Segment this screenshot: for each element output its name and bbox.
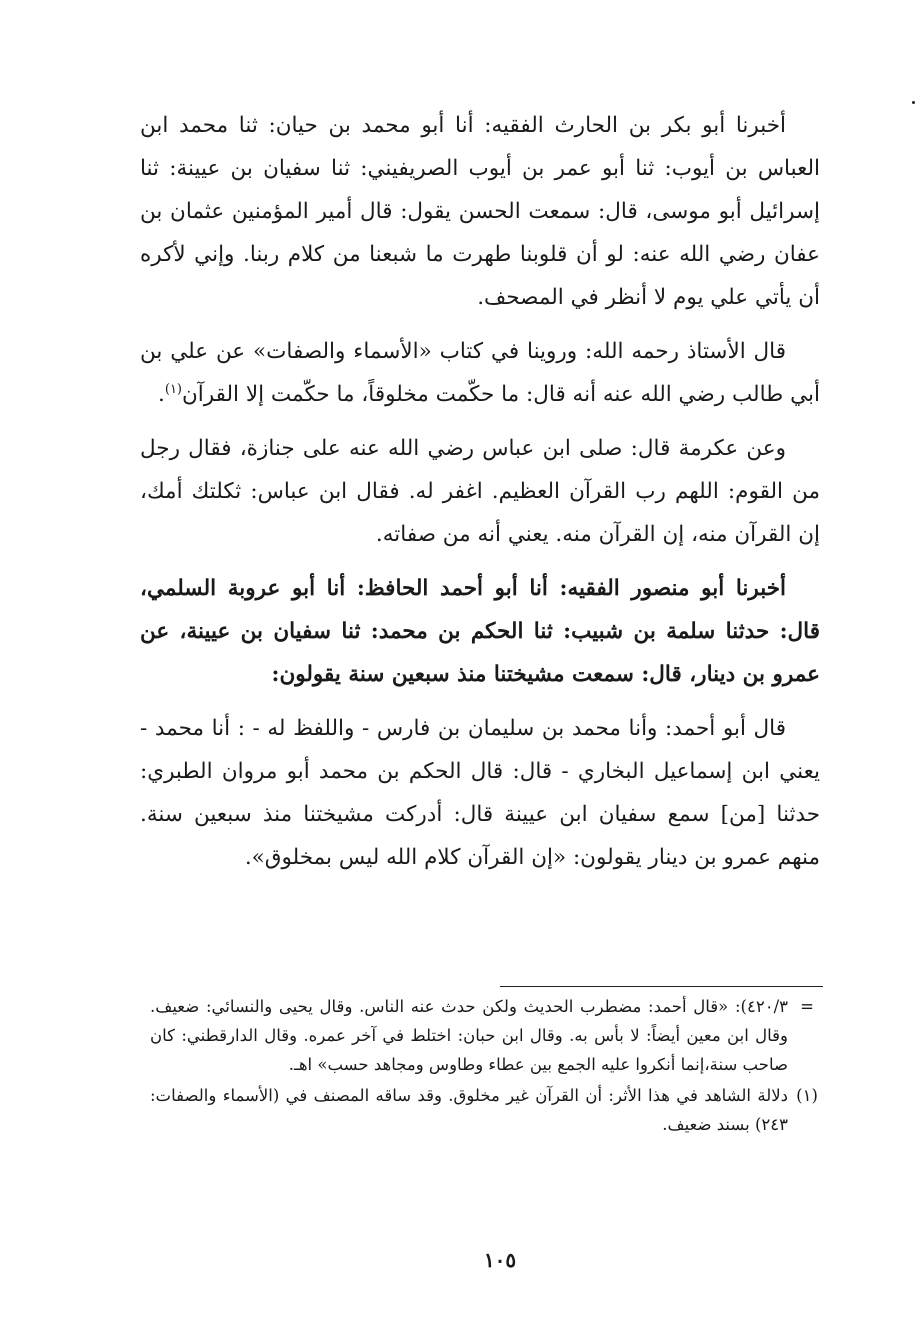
paragraph-ali	[140, 330, 820, 416]
page-number: ١٠٥	[483, 1248, 517, 1272]
footnote-continued	[150, 992, 822, 1079]
footnote-separator	[500, 986, 823, 987]
paragraph-text: أخبرنا أبو بكر بن الحارث الفقيه: أنا أبو محمد بن حيان: ثنا محمد ابن العباس بن أيوب: ثنا أبو عمر بن أيوب الصريفيني: ثنا سفيان بن عيينة: ثنا إسرائيل أبو موسى، قال: سمعت الحسن يقول: قال أمير المؤمنين عثمان بن عفان رضي الله عنه: لو أن قلوبنا طهرت ما شبعنا من كلام ربنا. وإني لأكره أن يأتي علي يوم لا أنظر في المصحف.	[140, 113, 820, 310]
footnotes	[150, 992, 822, 1139]
footnote-marker: (١)	[796, 1086, 818, 1105]
paragraph-end: .	[158, 382, 165, 407]
footnote-marker: =	[800, 997, 814, 1016]
footnote-1	[150, 1081, 822, 1139]
paragraph-text: قال الأستاذ رحمه الله: وروينا في كتاب «الأسماء والصفات» عن علي بن أبي طالب رضي الله عنه أنه قال: ما حكّمت مخلوقاً، ما حكّمت إلا القرآن	[140, 339, 820, 407]
paragraph-abu-ahmad	[140, 707, 820, 879]
footnote-text: ٤٢٠/٣): «قال أحمد: مضطرب الحديث ولكن حدث عنه الناس. وقال يحيى والنسائي: ضعيف. وقال ابن معين أيضاً: لا بأس به. وقال ابن حبان: اختلط في آخر عمره. وقال الدارقطني: كان صاحب سنة،إنما أنكروا عليه الجمع بين عطاء وطاوس ومجاهد حسب» اهـ.	[150, 997, 788, 1074]
paragraph-text: أخبرنا أبو منصور الفقيه: أنا أبو أحمد الحافظ: أنا أبو عروبة السلمي، قال: حدثنا سلمة بن شبيب: ثنا الحكم بن محمد: ثنا سفيان بن عيينة، عن عمرو بن دينار، قال: سمعت مشيختنا منذ سبعين سنة يقولون:	[140, 576, 820, 687]
paragraph-ikrima	[140, 427, 820, 556]
scan-speck	[912, 101, 915, 104]
paragraph-text: وعن عكرمة قال: صلى ابن عباس رضي الله عنه على جنازة، فقال رجل من القوم: اللهم رب القرآن العظيم. اغفر له. فقال ابن عباس: ثكلتك أمك، إن القرآن منه، إن القرآن منه. يعني أنه من صفاته.	[140, 436, 820, 547]
paragraph-uthman	[140, 104, 820, 319]
footnote-text: دلالة الشاهد في هذا الأثر: أن القرآن غير مخلوق. وقد ساقه المصنف في (الأسماء والصفات: ٢٤٣) بسند ضعيف.	[150, 1086, 788, 1134]
footnote-reference[interactable]: (١)	[164, 381, 182, 397]
paragraph-text: قال أبو أحمد: وأنا محمد بن سليمان بن فارس - واللفظ له - : أنا محمد - يعني ابن إسماعيل البخاري - قال: قال الحكم بن محمد أبو مروان الطبري: حدثنا [من] سمع سفيان ابن عيينة قال: أدركت مشيختنا منذ سبعين سنة. منهم عمرو بن دينار يقولون: «إن القرآن كلام الله ليس بمخلوق».	[140, 716, 820, 870]
paragraph-abu-mansur	[140, 567, 820, 696]
main-text	[140, 104, 820, 879]
